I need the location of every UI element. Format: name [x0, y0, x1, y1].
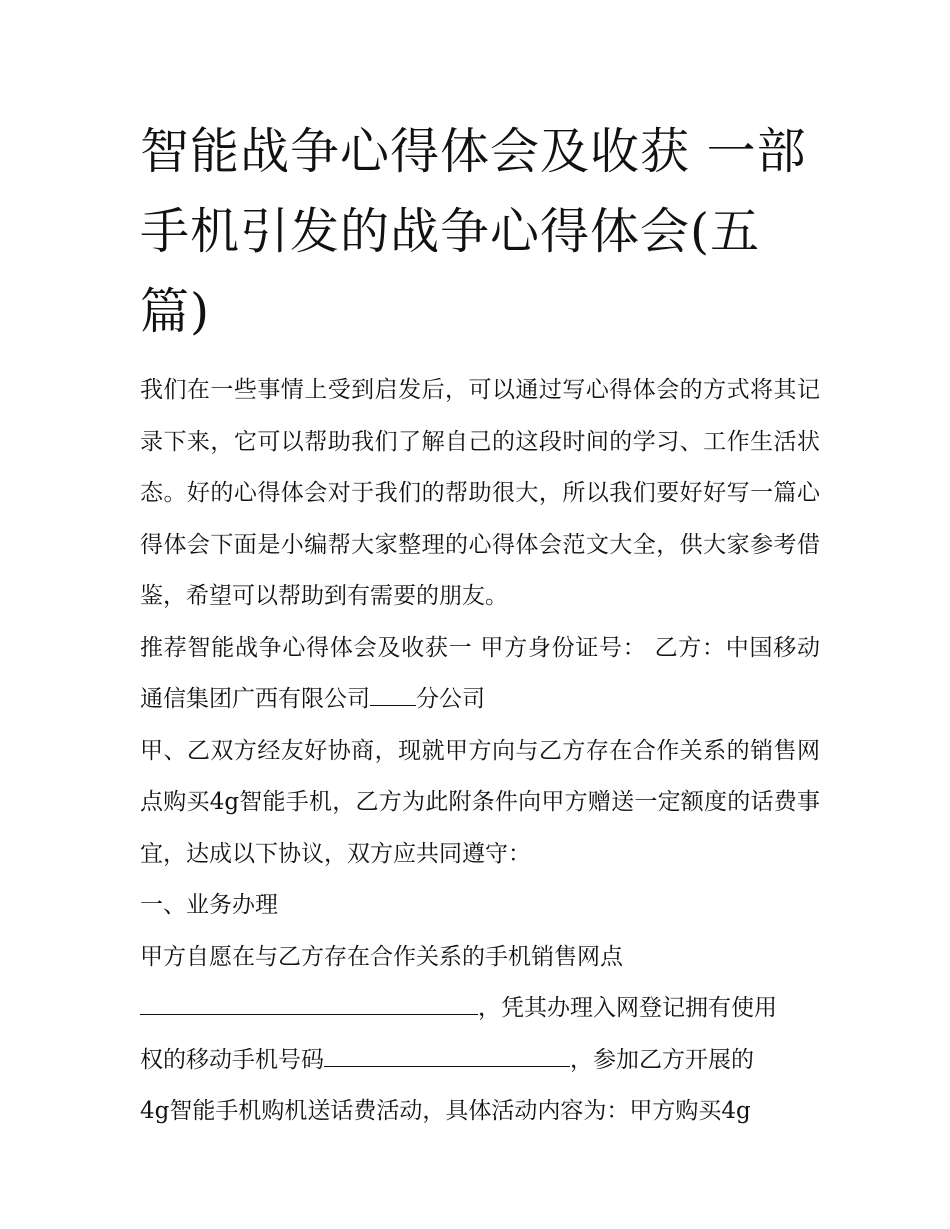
document-title: 智能战争心得体会及收获 一部手机引发的战争心得体会(五篇)	[140, 123, 807, 340]
business-paragraph	[140, 932, 820, 1138]
intro-paragraph: 我们在一些事情上受到启发后，可以通过写心得体会的方式将其记录下来，它可以帮助我们了解自己的这段时间的学习、工作生活状态。好的心得体会对于我们的帮助很大，所以我们要好好写一篇心得体会下面是小编帮大家整理的心得体会范文大全，供大家参考借鉴，希望可以帮助到有需要的朋友。	[140, 377, 820, 609]
parties-suffix: 分公司	[416, 686, 485, 712]
business-line-1: 甲方自愿在与乙方存在合作关系的手机销售网点	[140, 943, 623, 970]
sales-outlet-blank	[140, 992, 478, 1015]
business-line-3-suffix: ，参加乙方开展的	[570, 1046, 754, 1073]
agreement-paragraph: 甲、乙双方经友好协商，现就甲方向与乙方存在合作关系的销售网点购买4g智能手机，乙方为此附条件向甲方赠送一定额度的话费事宜，达成以下协议，双方应共同遵守：	[140, 737, 820, 867]
parties-paragraph	[140, 623, 820, 726]
parties-text: 推荐智能战争心得体会及收获一 甲方身份证号： 乙方：中国移动通信集团广西有限公司	[140, 634, 820, 712]
document-page	[140, 112, 820, 1138]
phone-number-blank	[324, 1044, 570, 1067]
business-line-3: 权的移动手机号码	[140, 1046, 324, 1073]
business-line-2: ，凭其办理入网登记拥有使用	[478, 995, 777, 1021]
business-line-4: 4g智能手机购机送话费活动，具体活动内容为：甲方购买4g	[140, 1098, 751, 1124]
section-heading: 一、业务办理	[140, 892, 278, 918]
branch-blank	[370, 683, 416, 706]
